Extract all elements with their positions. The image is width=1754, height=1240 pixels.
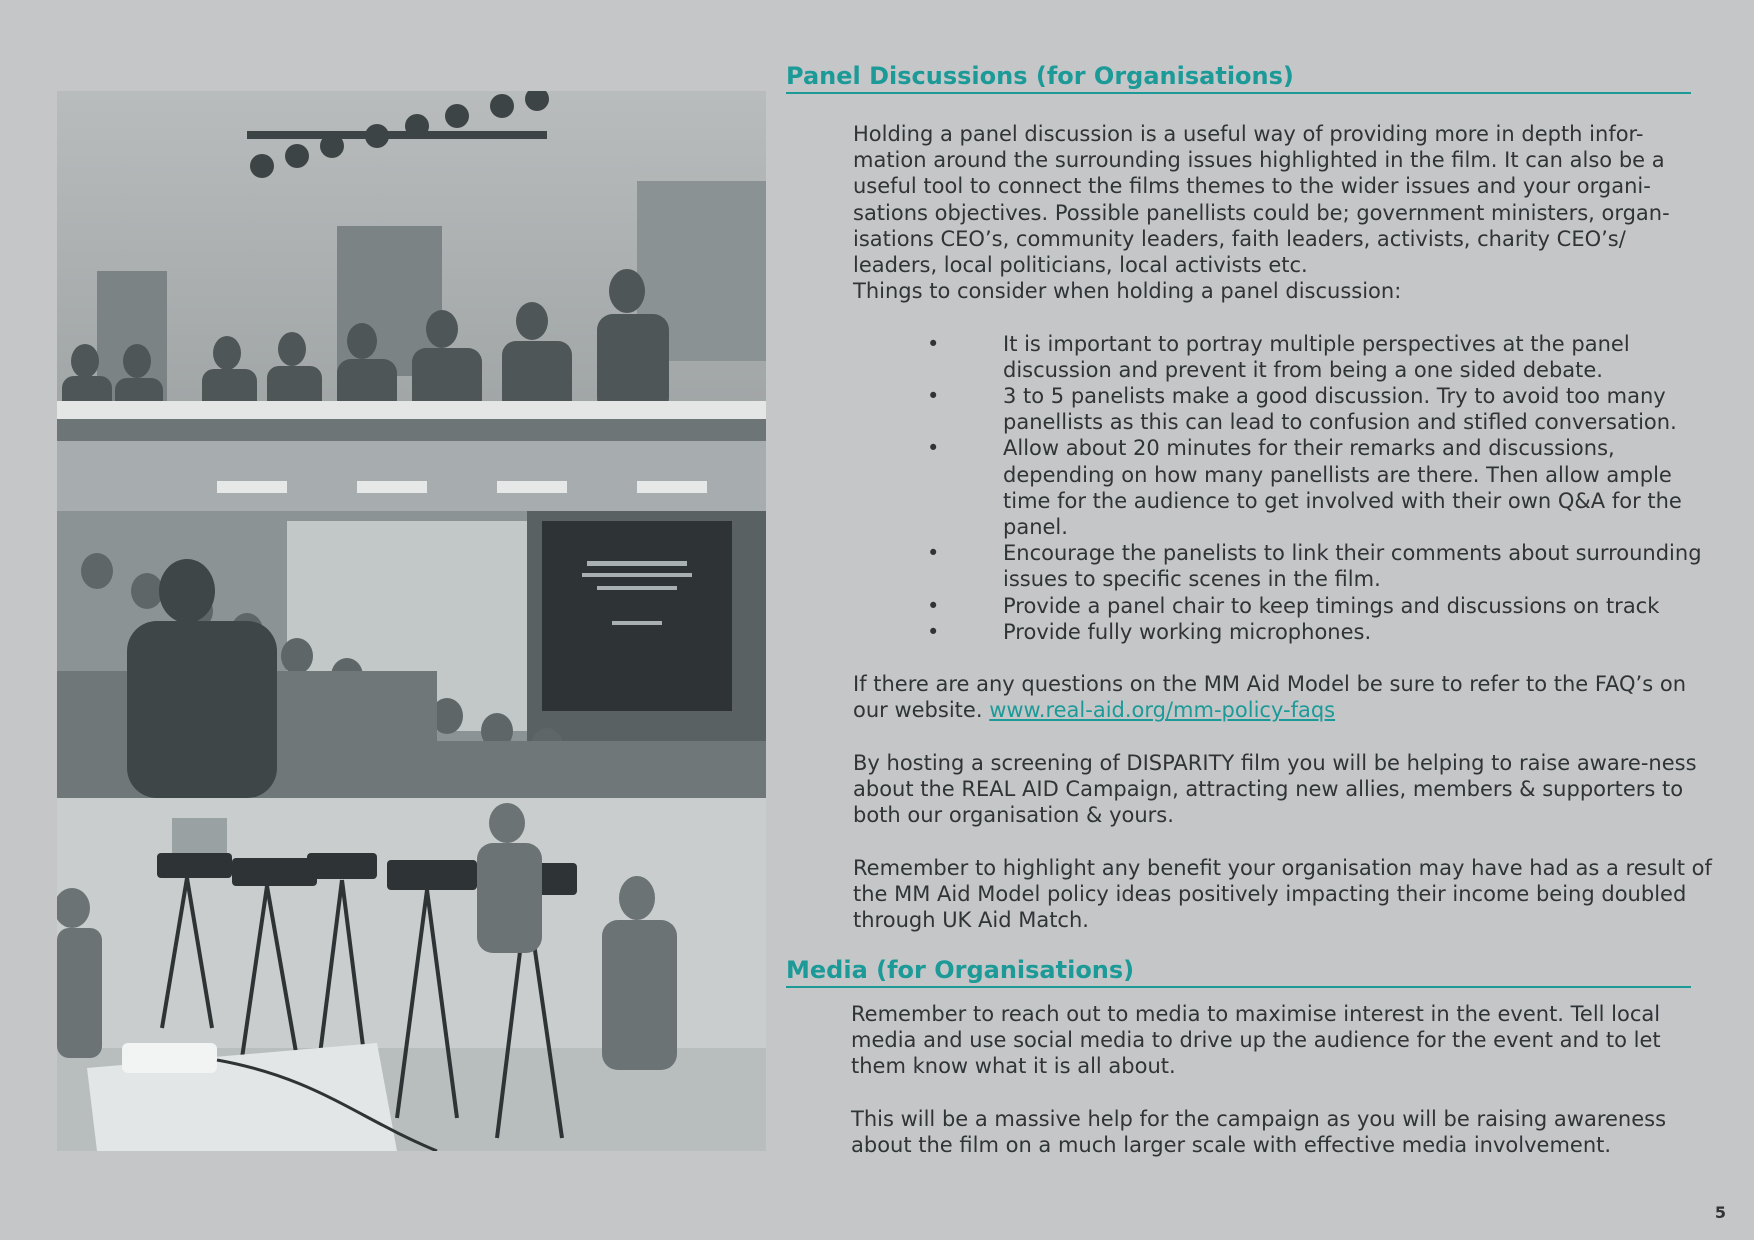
remember-paragraph: Remember to highlight any benefit your organisation may have had as a result of the MM Aid Model policy ideas positively impacting their income being doubled through UK Aid Match.: [853, 855, 1712, 933]
faq-paragraph: If there are any questions on the MM Aid Model be sure to refer to the FAQ’s on our website. www.real-aid.org/mm-policy-faqs: [853, 672, 1687, 723]
list-item: • Encourage the panelists to link their comments about surrounding issues to specific scenes in the film.: [927, 541, 1702, 592]
photo-column: [57, 91, 766, 1151]
bullet-icon: •: [927, 593, 940, 618]
list-item: • 3 to 5 panelists make a good discussion. Try to avoid too many panellists as this can lead to confusion and stifled conversation.: [927, 384, 1677, 435]
panel-discussions-heading: Panel Discussions (for Organisations): [786, 62, 1691, 94]
hosting-paragraph: By hosting a screening of DISPARITY film you will be helping to raise aware-ness about the REAL AID Campaign, attracting new allies, members & supporters to both our organisation & yours.: [853, 750, 1697, 828]
panel-discussions-body: [853, 121, 1713, 933]
media-paragraph-1: Remember to reach out to media to maximise interest in the event. Tell local media and use social media to drive up the audience for the event and to let them know what it is all about.: [851, 1002, 1661, 1079]
list-item: • Provide fully working microphones.: [927, 619, 1372, 644]
faq-link[interactable]: www.real-aid.org/mm-policy-faqs: [989, 698, 1336, 723]
considerations-list: [853, 331, 1713, 645]
page-number: 5: [1714, 1203, 1726, 1222]
media-cameras-photo: [57, 798, 766, 1151]
list-item: • Provide a panel chair to keep timings and discussions on track: [927, 593, 1660, 618]
list-item: • Allow about 20 minutes for their remarks and discussions, depending on how many panellists are there. Then allow ample time for the audience to get involved with their own Q&A for the panel.: [927, 436, 1682, 540]
media-body: [851, 1001, 1713, 1158]
bullet-icon: •: [927, 541, 940, 566]
bullet-icon: •: [927, 384, 940, 409]
panel-discussion-photo: [57, 91, 766, 441]
bullet-icon: •: [927, 619, 940, 644]
things-to-consider-label: Things to consider when holding a panel discussion:: [853, 279, 1402, 304]
bullet-icon: •: [927, 436, 940, 461]
panel-intro-paragraph: Holding a panel discussion is a useful way of providing more in depth infor-mation around the surrounding issues highlighted in the film. It can also be a useful tool to connect the films themes to the wider issues and your organi-sations objectives. Possible panellists could be; government ministers, organ-isations CEO’s, community leaders, faith leaders, activists, charity CEO’s/ leaders, local politicians, local activists etc.: [853, 122, 1670, 278]
media-heading: Media (for Organisations): [786, 956, 1691, 988]
cinema-audience-photo: [57, 441, 766, 798]
media-paragraph-2: This will be a massive help for the campaign as you will be raising awareness about the film on a much larger scale with effective media involvement.: [851, 1106, 1667, 1157]
list-item: • It is important to portray multiple perspectives at the panel discussion and prevent it from being a one sided debate.: [927, 331, 1630, 382]
bullet-icon: •: [927, 331, 940, 356]
